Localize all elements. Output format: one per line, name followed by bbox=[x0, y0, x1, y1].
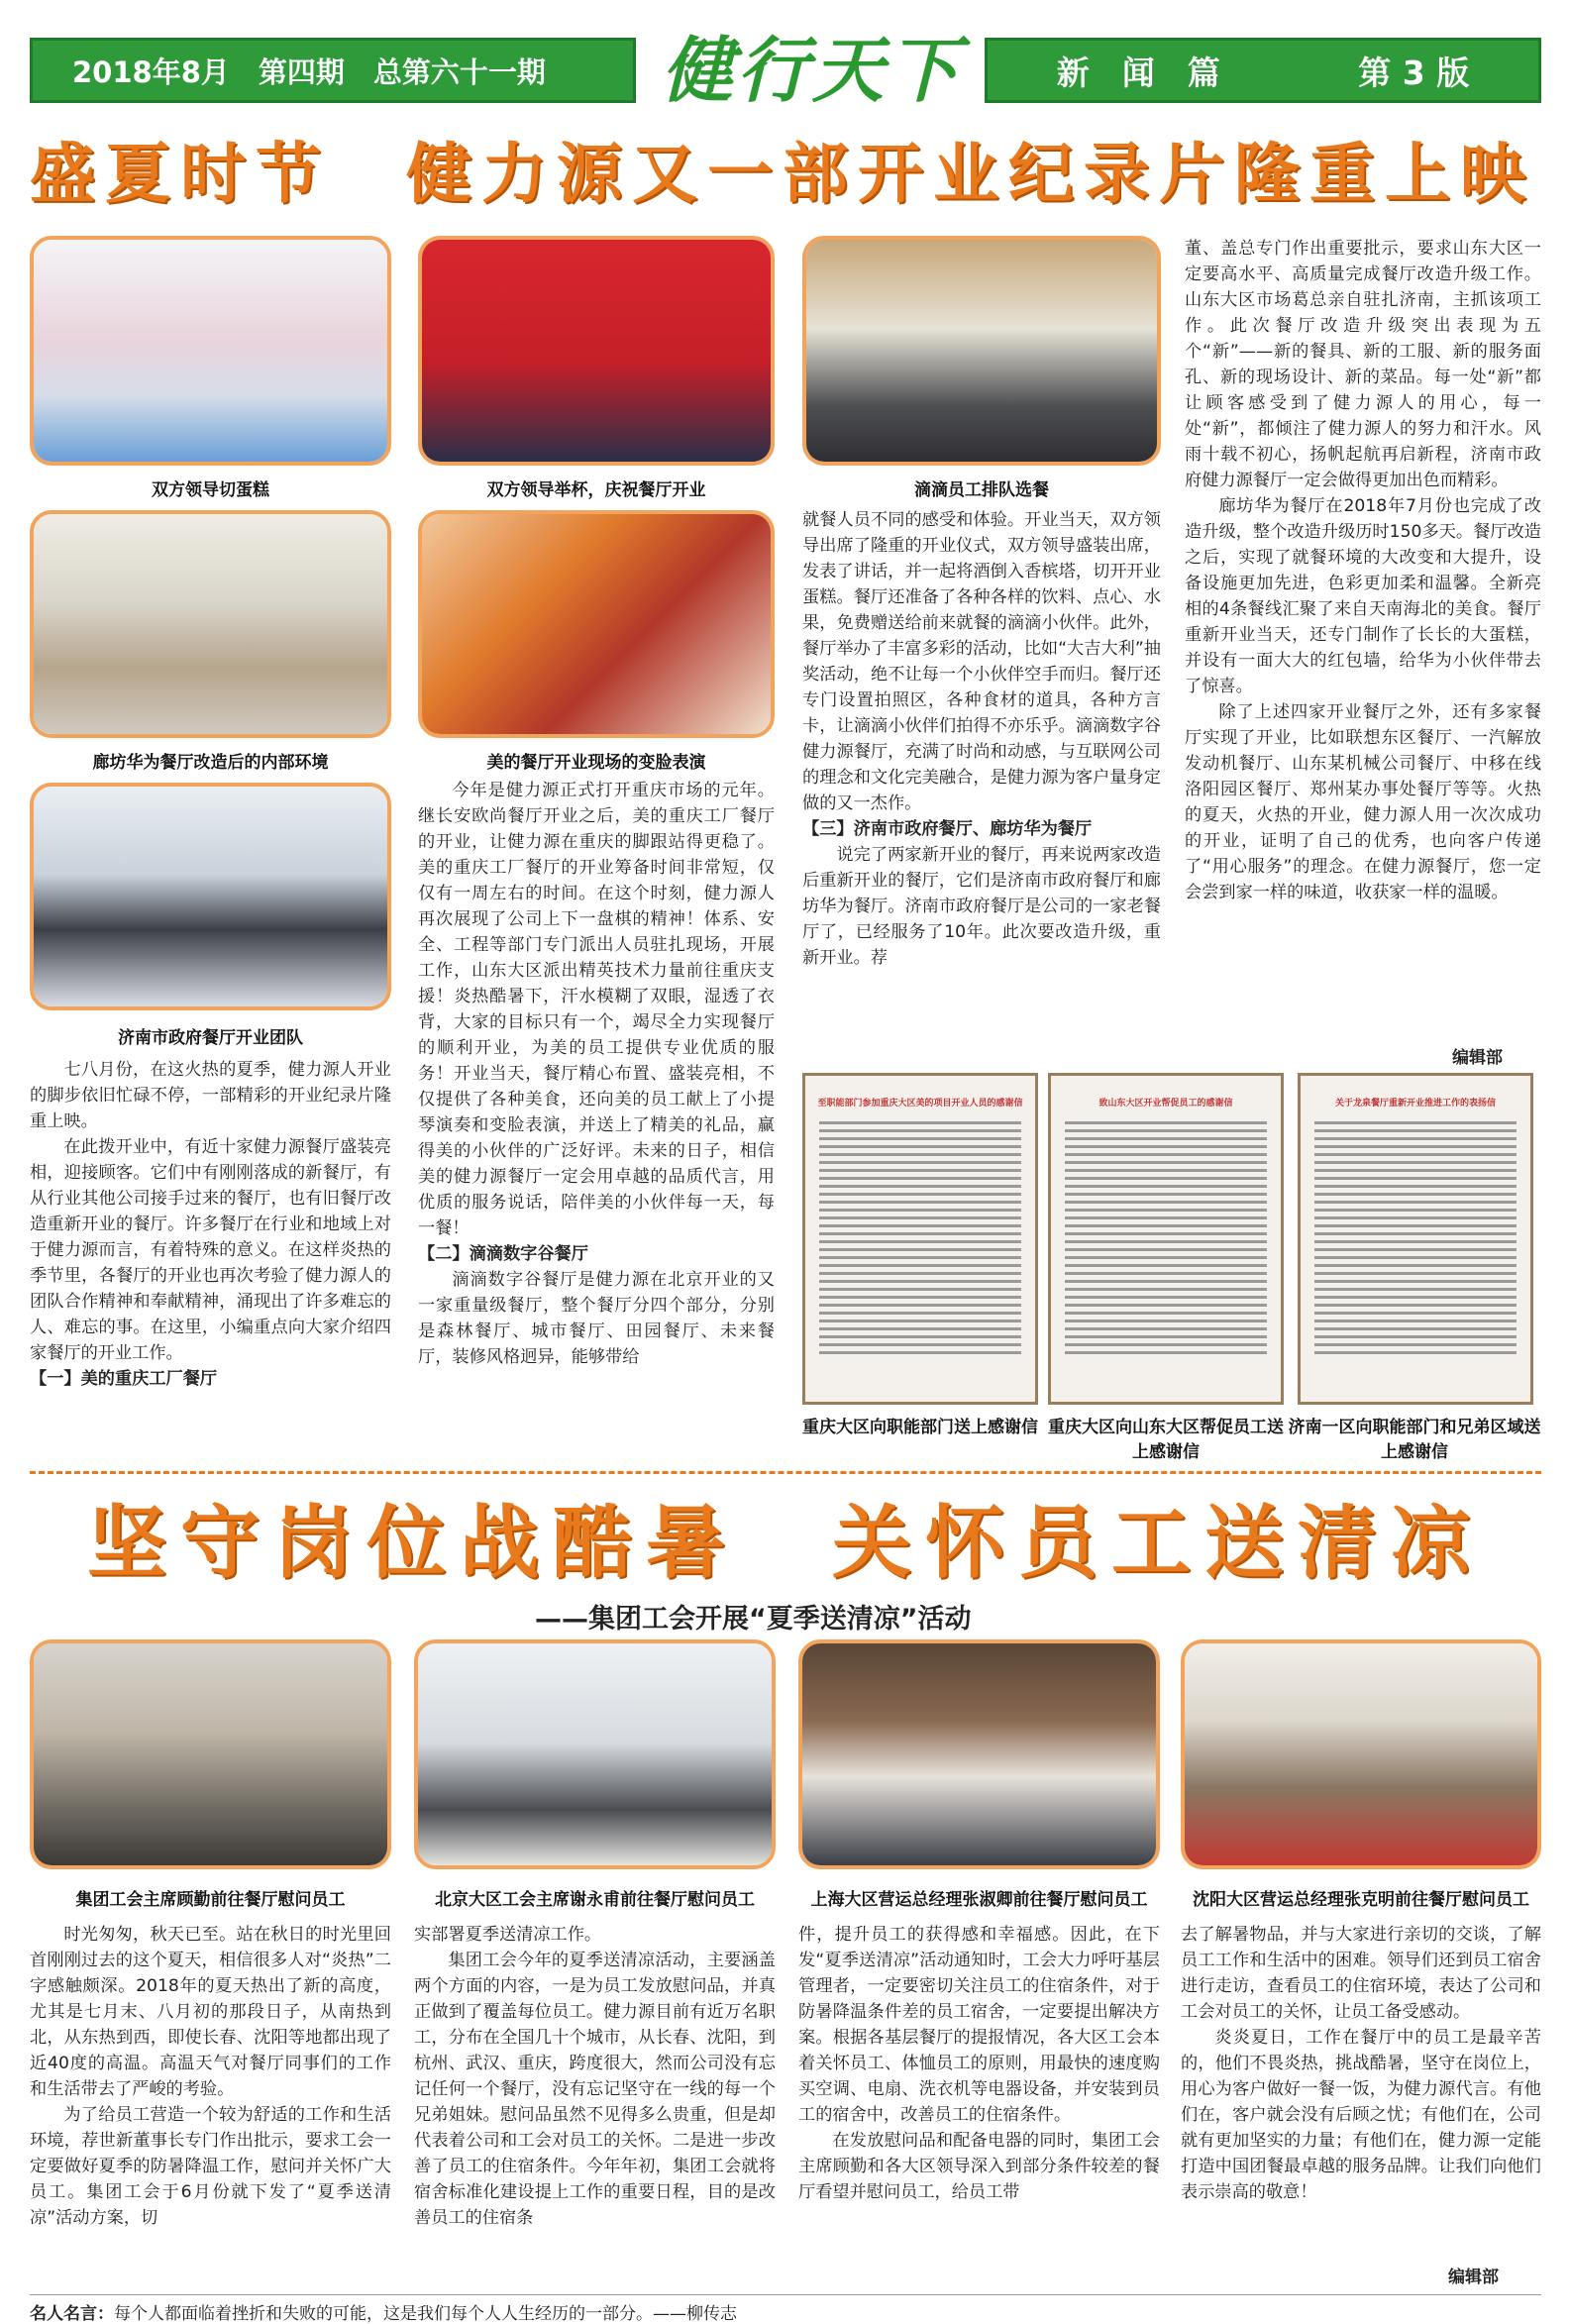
section-bar bbox=[985, 38, 1541, 103]
paragraph: 件，提升员工的获得感和幸福感。因此，在下发“夏季送清凉”活动通知时，工会大力呼吁基层管理者，一定要密切关注员工的住宿条件，对于防暑降温条件差的员工宿舍，一定要提出解决方案。根据各基层餐厅的提报情况，各大区工会本着关怀员工、体恤员工的原则，用最快的速度购买空调、电扇、洗衣机等电器设备，并安装到员工的宿舍中，改善员工的住宿条件。 bbox=[798, 1925, 1160, 2125]
caption-cake-cutting: 双方领导切蛋糕 bbox=[152, 480, 269, 500]
article2-col4 bbox=[1181, 1922, 1541, 2205]
photo-face-changing bbox=[418, 510, 775, 738]
article2-subheadline: ——集团工会开展“夏季送清凉”活动 bbox=[535, 1604, 972, 1635]
photo-toast bbox=[418, 236, 775, 466]
paragraph: 在此拨开业中，有近十家健力源餐厅盛装亮相，迎接顾客。它们中有刚刚落成的新餐厅，有从行业其他公司接手过来的餐厅，也有旧餐厅改造重新开业的餐厅。许多餐厅在行业和地域上对于健力源而言，有着特殊的意义。在这样炎热的季节里，各餐厅的开业也再次考验了健力源人的团队合作精神和奉献精神，涌现出了许多难忘的人、难忘的事。在这里，小编重点向大家介绍四家餐厅的开业工作。 bbox=[30, 1137, 391, 1363]
letter-title: 至职能部门参加重庆大区美的项目开业人员的感谢信 bbox=[817, 1099, 1023, 1109]
article1-col2 bbox=[418, 778, 775, 1370]
article2-signature: 编辑部 bbox=[1448, 2268, 1499, 2287]
section-heading: 【二】滴滴数字谷餐厅 bbox=[418, 1244, 588, 1264]
page-number: 第 3 版 bbox=[1358, 53, 1470, 92]
photo-beijing bbox=[414, 1639, 776, 1869]
article2-col3 bbox=[798, 1922, 1160, 2205]
issue-info: 2018年8月 第四期 总第六十一期 bbox=[72, 54, 546, 89]
paragraph: 为了给员工营造一个较为舒适的工作和生活环境，荐世新董事长专门作出批示，要求工会一定要做好夏季的防暑降温工作，慰问并关怀广大员工。集团工会于6月份就下发了“夏季送清凉”活动方案，切 bbox=[30, 2105, 391, 2228]
caption-letter-1: 重庆大区向职能部门送上感谢信 bbox=[802, 1418, 1038, 1437]
section-divider bbox=[30, 1471, 1541, 1474]
photo-cake-cutting bbox=[30, 236, 391, 466]
section-heading: 【一】美的重庆工厂餐厅 bbox=[30, 1369, 218, 1389]
paragraph: 今年是健力源正式打开重庆市场的元年。继长安欧尚餐厅开业之后，美的重庆工厂餐厅的开业，让健力源在重庆的脚跟站得更稳了。美的重庆工厂餐厅的开业筹备时间非常短，仅仅有一周左右的时间。在这个时刻，健力源人再次展现了公司上下一盘棋的精神！体系、安全、工程等部门专门派出人员驻扎现场，开展工作，山东大区派出精英技术力量前往重庆支援！炎热酷暑下，汗水模糊了双眼，湿透了衣背，大家的目标只有一个，竭尽全力实现餐厅的顺利开业，为美的员工提供专业优质的服务！开业当天，餐厅精心布置、盛装亮相，不仅提供了各种美食，还向美的员工献上了小提琴演奏和变脸表演，并送上了精美的礼品，赢得美的小伙伴的广泛好评。未来的日子，相信美的健力源餐厅一定会用卓越的品质代言，用优质的服务说话，陪伴美的小伙伴每一天，每一餐！ bbox=[418, 781, 775, 1238]
paragraph: 七八月份，在这火热的夏季，健力源人开业的脚步依旧忙碌不停，一部精彩的开业纪录片隆重上映。 bbox=[30, 1060, 391, 1131]
caption-letter-3: 济南一区向职能部门和兄弟区域送上感谢信 bbox=[1288, 1418, 1541, 1462]
caption-huawei-interior: 廊坊华为餐厅改造后的内部环境 bbox=[92, 753, 329, 773]
photo-shenyang bbox=[1181, 1639, 1541, 1869]
letter-title: 关于龙泉餐厅重新开业推进工作的表扬信 bbox=[1334, 1099, 1496, 1109]
letter-title: 致山东大区开业帮促员工的感谢信 bbox=[1098, 1099, 1233, 1109]
article2-col2 bbox=[414, 1922, 776, 2231]
caption-shenyang: 沈阳大区营运总经理张克明前往餐厅慰问员工 bbox=[1193, 1890, 1529, 1910]
caption-letter-2: 重庆大区向山东大区帮促员工送上感谢信 bbox=[1048, 1418, 1284, 1462]
letter-scan-3 bbox=[1298, 1073, 1533, 1405]
masthead-logo: 健行天下 bbox=[661, 28, 963, 112]
letter-scan-2 bbox=[1048, 1073, 1284, 1405]
caption-union-chair: 集团工会主席顾勤前往餐厅慰问员工 bbox=[75, 1890, 346, 1910]
caption-shanghai: 上海大区营运总经理张淑卿前往餐厅慰问员工 bbox=[810, 1890, 1148, 1910]
paragraph: 时光匆匆，秋天已至。站在秋日的时光里回首刚刚过去的这个夏天，相信很多人对“炎热”二字感触颇深。2018年的夏天热出了新的高度，尤其是七月末、八月初的那段日子，从南热到北，从东热到西，即使长春、沈阳等地都出现了近40度的高温。高温天气对餐厅同事们的工作和生活带去了严峻的考验。 bbox=[30, 1925, 391, 2099]
paragraph: 滴滴数字谷餐厅是健力源在北京开业的又一家重量级餐厅，整个餐厅分四个部分，分别是森林餐厅、城市餐厅、田园餐厅、未来餐厅，装修风格迥异，能够带给 bbox=[418, 1270, 775, 1367]
paragraph: 说完了两家新开业的餐厅，再来说两家改造后重新开业的餐厅，它们是济南市政府餐厅和廊坊华为餐厅。济南市政府餐厅是公司的一家老餐厅了，已经服务了10年。此次要改造升级，重新开业。荐 bbox=[802, 845, 1161, 968]
caption-beijing: 北京大区工会主席谢永甫前往餐厅慰问员工 bbox=[435, 1890, 755, 1910]
paragraph: 董、盖总专门作出重要批示，要求山东大区一定要高水平、高质量完成餐厅改造升级工作。山东大区市场葛总亲自驻扎济南，主抓该项工作。此次餐厅改造升级突出表现为五个“新”——新的餐具、新的工服、新的服务面孔、新的现场设计、新的菜品。每一处“新”都让顾客感受到了健力源人的用心，每一处“新”，都倾注了健力源人的努力和汗水。风雨十载不初心，扬帆起航再启新程，济南市政府健力源餐厅一定会做得更加出色而精彩。 bbox=[1185, 239, 1541, 490]
photo-huawei-interior bbox=[30, 510, 391, 738]
caption-jinan-team: 济南市政府餐厅开业团队 bbox=[118, 1028, 303, 1048]
section-title: 新 闻 篇 bbox=[1056, 53, 1220, 92]
letter-scan-1 bbox=[802, 1073, 1038, 1405]
paragraph: 炎炎夏日，工作在餐厅中的员工是最辛苦的，他们不畏炎热，挑战酷暑，坚守在岗位上，用心为客户做好一餐一饭，为健力源代言。有他们在，客户就会没有后顾之忧；有他们在，公司就有更加坚实的力量；有他们在，健力源一定能打造中国团餐最卓越的服务品牌。让我们向他们表示崇高的敬意！ bbox=[1181, 2028, 1541, 2202]
photo-shanghai bbox=[798, 1639, 1160, 1869]
article1-headline: 盛夏时节 健力源又一部开业纪录片隆重上映 bbox=[30, 135, 1535, 212]
paragraph: 实部署夏季送清凉工作。 bbox=[414, 1925, 602, 1945]
paragraph: 去了解暑物品，并与大家进行亲切的交谈，了解员工工作和生活中的困难。领导们还到员工宿舍进行走访，查看员工的住宿环境，表达了公司和工会对员工的关怀，让员工备受感动。 bbox=[1181, 1925, 1541, 2022]
article1-col3 bbox=[802, 507, 1161, 971]
photo-queue bbox=[802, 236, 1161, 466]
article2-headline: 坚守岗位战酷暑 关怀员工送清凉 bbox=[87, 1496, 1484, 1589]
caption-face-changing: 美的餐厅开业现场的变脸表演 bbox=[486, 753, 706, 773]
section-heading: 【三】济南市政府餐厅、廊坊华为餐厅 bbox=[802, 819, 1093, 839]
paragraph: 廊坊华为餐厅在2018年7月份也完成了改造升级，整个改造升级历时150多天。餐厅改造之后，实现了就餐环境的大改变和大提升，设备设施更加先进，色彩更加柔和温馨。全新亮相的4条餐线汇聚了来自天南海北的美食。餐厅重新开业当天，还专门制作了长长的大蛋糕，并设有一面大大的红包墙，给华为小伙伴带去了惊喜。 bbox=[1185, 496, 1541, 696]
quote-label: 名人名言： bbox=[30, 2304, 114, 2324]
paragraph: 除了上述四家开业餐厅之外，还有多家餐厅实现了开业，比如联想东区餐厅、一汽解放发动机餐厅、山东某机械公司餐厅、中移在线洛阳园区餐厅、郑州某办事处餐厅等等。火热的夏天，火热的开业，健力源人用一次次成功的开业，证明了自己的优秀，也向客户传递了“用心服务”的理念。在健力源餐厅，您一定会尝到家一样的味道，收获家一样的温暖。 bbox=[1185, 702, 1541, 902]
article1-col4 bbox=[1185, 236, 1541, 905]
quote-text: 每个人都面临着挫折和失败的可能，这是我们每个人人生经历的一部分。——柳传志 bbox=[114, 2304, 737, 2324]
paragraph: 在发放慰问品和配备电器的同时，集团工会主席顾勤和各大区领导深入到部分条件较差的餐厅看望并慰问员工，给员工带 bbox=[798, 2131, 1160, 2202]
paragraph: 就餐人员不同的感受和体验。开业当天，双方领导出席了隆重的开业仪式，双方领导盛装出席，发表了讲话，并一起将酒倒入香槟塔，切开开业蛋糕。餐厅还准备了各种各样的饮料、点心、水果，免费赠送给前来就餐的滴滴小伙伴。此外，餐厅举办了丰富多彩的活动，比如“大吉大利”抽奖活动，绝不让每一个小伙伴空手而归。餐厅还专门设置拍照区，各种食材的道具，各种方言卡，让滴滴小伙伴们拍得不亦乐乎。滴滴数字谷健力源餐厅，充满了时尚和动感，与互联网公司的理念和文化完美融合，是健力源为客户量身定做的又一杰作。 bbox=[802, 510, 1161, 813]
caption-toast: 双方领导举杯，庆祝餐厅开业 bbox=[486, 480, 706, 500]
paragraph: 集团工会今年的夏季送清凉活动，主要涵盖两个方面的内容，一是为员工发放慰问品，并真正做到了覆盖每位员工。健力源目前有近万名职工，分布在全国几十个城市，从长春、沈阳，到杭州、武汉、重庆，跨度很大，然而公司没有忘记任何一个餐厅，没有忘记坚守在一线的每一个兄弟姐妹。慰问品虽然不见得多么贵重，但是却代表着公司和工会对员工的关怀。二是进一步改善了员工的住宿条件。今年年初，集团工会就将宿舍标准化建设提上工作的重要日程，目的是改善员工的住宿条 bbox=[414, 1951, 776, 2228]
caption-queue: 滴滴员工排队选餐 bbox=[914, 480, 1049, 500]
article1-signature: 编辑部 bbox=[1452, 1048, 1503, 1068]
article1-col1 bbox=[30, 1057, 391, 1392]
article2-col1 bbox=[30, 1922, 391, 2231]
photo-union-chair bbox=[30, 1639, 391, 1869]
photo-jinan-team bbox=[30, 783, 391, 1010]
famous-quote bbox=[30, 2294, 1541, 2324]
issue-info-bar bbox=[30, 38, 636, 103]
